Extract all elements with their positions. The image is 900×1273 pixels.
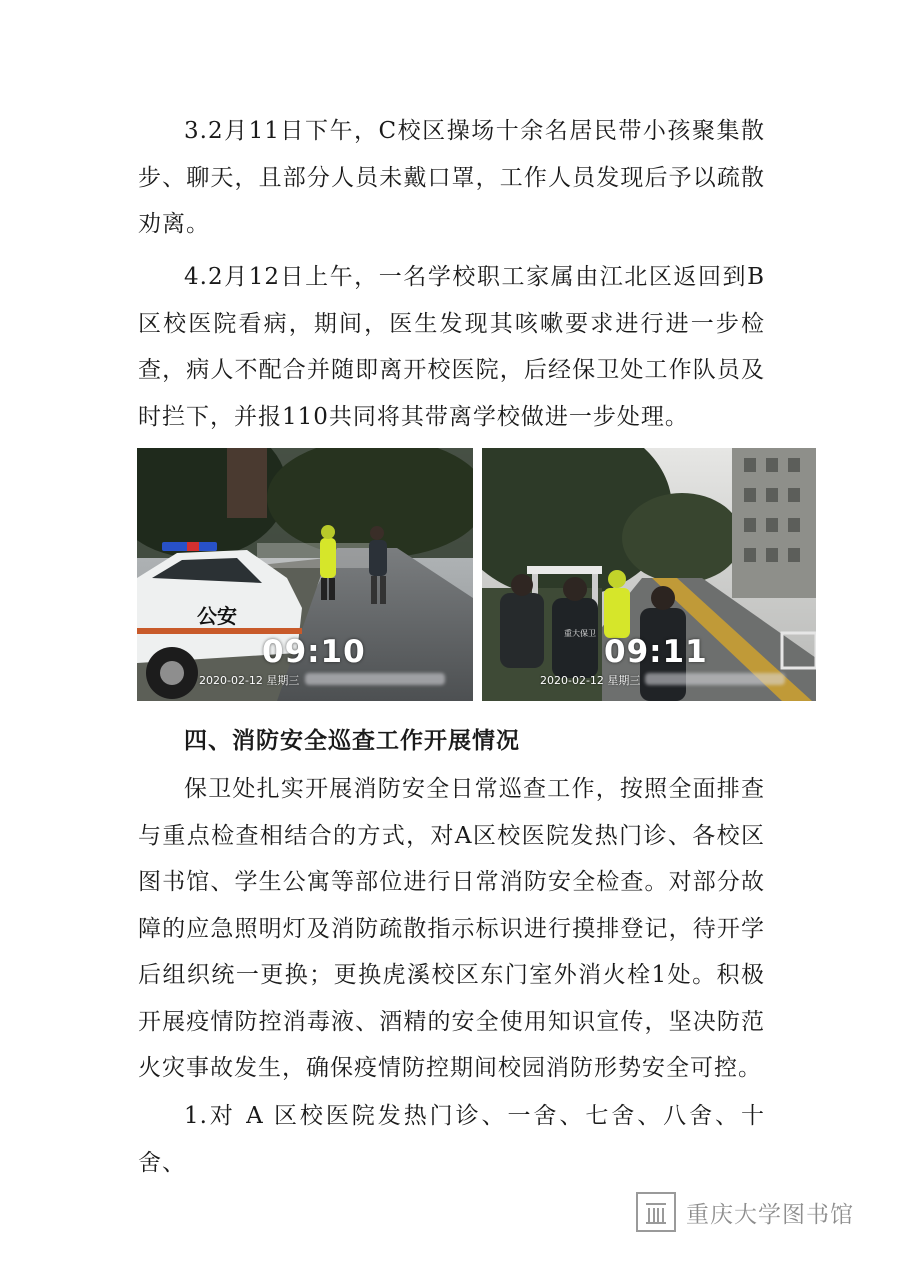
paragraph-item-1: 1.对 A 区校医院发热门诊、一舍、七舍、八舍、十舍、 — [138, 1103, 765, 1176]
paragraph-fire-safety: 保卫处扎实开展消防安全日常巡查工作，按照全面排查与重点检查相结合的方式，对A区校医院发热门诊、各校区图书馆、学生公寓等部位进行日常消防安全检查。对部分故障的应急照明灯及消防疏散指示标识进行摸排登记，待开学后组织统一更换；更换虎溪校区东门室外消火栓1处。积极开展疫情防控消毒液、酒精的安全使用知识宣传，坚决防范火灾事故发生，确保疫情防控期间校园消防形势安全可控。 — [138, 776, 765, 1081]
car-label: 公安 — [197, 604, 237, 628]
paragraph-3: 3.2月11日下午，C校区操场十余名居民带小孩聚集散步、聊天，且部分人员未戴口罩，工作人员发现后予以疏散劝离。 — [138, 118, 765, 237]
blurred-location — [305, 673, 445, 685]
library-logo-icon — [636, 1192, 676, 1232]
section-heading: 四、消防安全巡查工作开展情况 — [184, 728, 520, 754]
timestamp-time: 09:10 — [262, 634, 366, 670]
timestamp-date: 2020-02-12 星期三 — [540, 674, 641, 687]
timestamp-time: 09:11 — [604, 634, 708, 670]
paragraph-4: 4.2月12日上午，一名学校职工家属由江北区返回到B区校医院看病，期间，医生发现其咳嗽要求进行进一步检查，病人不配合并随即离开校医院，后经保卫处工作队员及时拦下，并报110共同将其带离学校做进一步处理。 — [138, 264, 765, 430]
library-watermark — [636, 1192, 854, 1232]
watermark-text: 重庆大学图书馆 — [686, 1201, 854, 1228]
photo-police-car — [137, 448, 473, 701]
photo-campus-road — [482, 448, 816, 701]
blurred-location — [645, 673, 785, 685]
timestamp-date: 2020-02-12 星期三 — [199, 674, 300, 687]
vehicle-label: 重大保卫 — [564, 629, 596, 638]
